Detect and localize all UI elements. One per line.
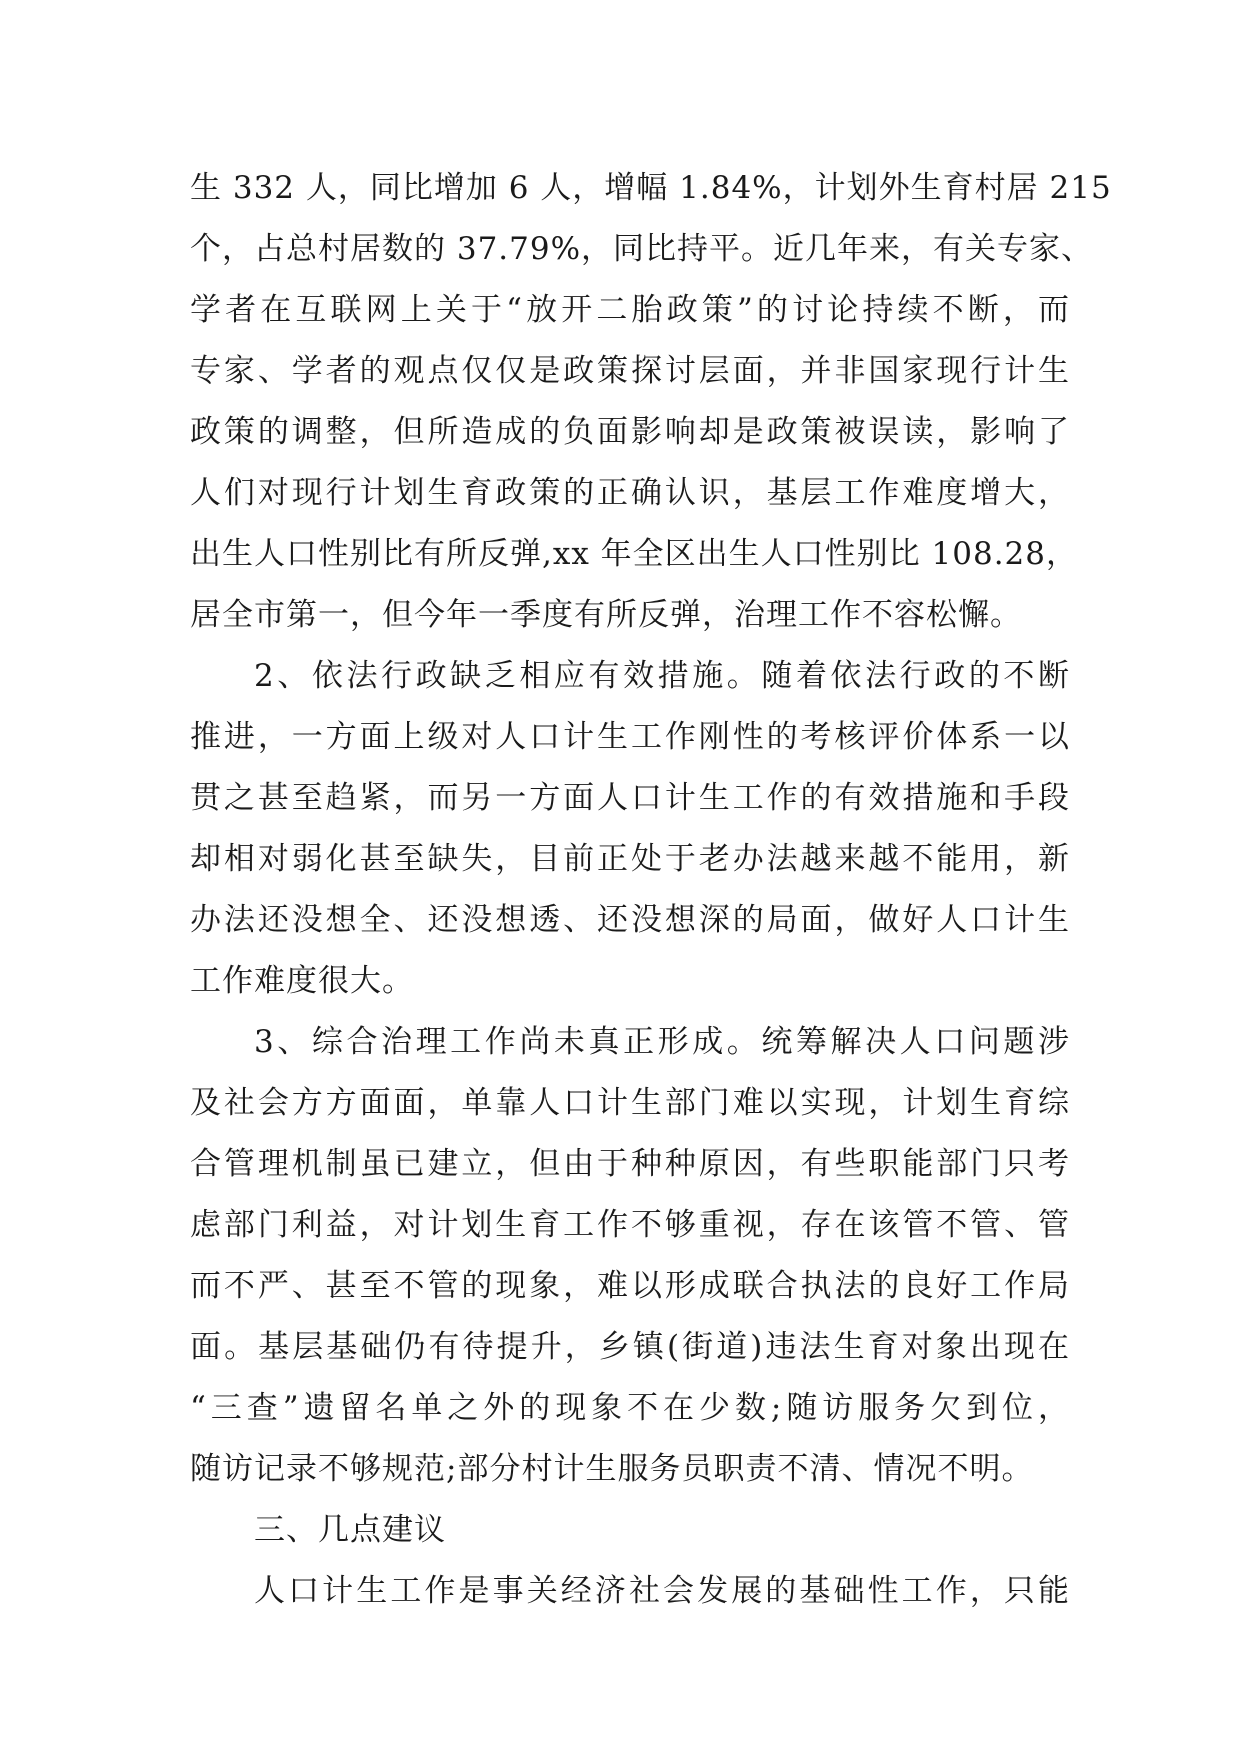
text-line: 却相对弱化甚至缺失，目前正处于老办法越来越不能用，新: [190, 841, 1070, 877]
text-line: 办法还没想全、还没想透、还没想深的局面，做好人口计生: [190, 902, 1070, 938]
text-line: 专家、学者的观点仅仅是政策探讨层面，并非国家现行计生: [190, 353, 1070, 389]
document-body: [190, 158, 1112, 1622]
text-line: 虑部门利益，对计划生育工作不够重视，存在该管不管、管: [190, 1207, 1070, 1243]
text-line: 工作难度很大。: [190, 963, 414, 999]
text-line: 政策的调整，但所造成的负面影响却是政策被误读，影响了: [190, 414, 1070, 450]
text-line: 及社会方方面面，单靠人口计生部门难以实现，计划生育综: [190, 1085, 1070, 1121]
text-line: 出生人口性别比有所反弹,xx 年全区出生人口性别比 108.28，: [190, 536, 1078, 572]
text-line: 个，占总村居数的 37.79%，同比持平。近几年来，有关专家、: [190, 231, 1094, 267]
section-heading: 三、几点建议: [254, 1512, 446, 1548]
text-line: “三查”遗留名单之外的现象不在少数;随访服务欠到位，: [190, 1390, 1070, 1426]
paragraph-heading-2: 2、依法行政缺乏相应有效措施。随着依法行政的不断: [254, 658, 1070, 694]
text-line: 面。基层基础仍有待提升，乡镇(街道)违法生育对象出现在: [190, 1329, 1070, 1365]
text-line: 合管理机制虽已建立，但由于种种原因，有些职能部门只考: [190, 1146, 1070, 1182]
text-line: 贯之甚至趋紧，而另一方面人口计生工作的有效措施和手段: [190, 780, 1070, 816]
text-line: 学者在互联网上关于“放开二胎政策”的讨论持续不断，而: [190, 292, 1070, 328]
text-line: 居全市第一，但今年一季度有所反弹，治理工作不容松懈。: [190, 597, 1022, 633]
text-line: 人们对现行计划生育政策的正确认识，基层工作难度增大，: [190, 475, 1070, 511]
text-line: 而不严、甚至不管的现象，难以形成联合执法的良好工作局: [190, 1268, 1070, 1304]
text-line: 推进，一方面上级对人口计生工作刚性的考核评价体系一以: [190, 719, 1070, 755]
text-line: 生 332 人，同比增加 6 人，增幅 1.84%，计划外生育村居 215: [190, 170, 1112, 206]
text-line: 人口计生工作是事关经济社会发展的基础性工作，只能: [254, 1573, 1070, 1609]
paragraph-heading-3: 3、综合治理工作尚未真正形成。统筹解决人口问题涉: [254, 1024, 1070, 1060]
text-line: 随访记录不够规范;部分村计生服务员职责不清、情况不明。: [190, 1451, 1034, 1487]
